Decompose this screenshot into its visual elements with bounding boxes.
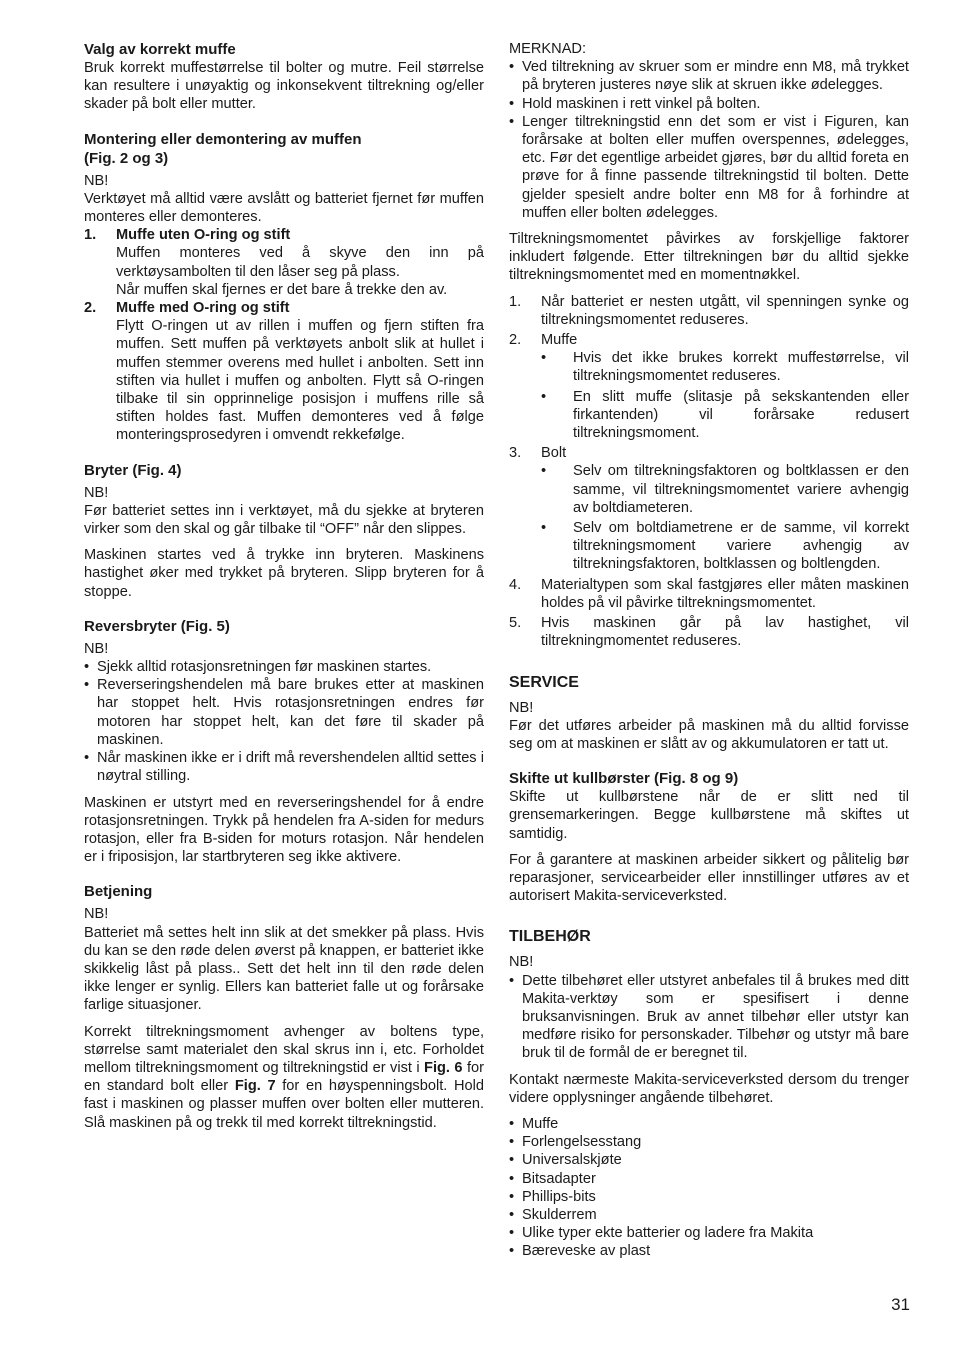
list-item: • Sjekk alltid rotasjonsretningen før maskinen startes. [84, 658, 484, 676]
list-item: • Selv om boltdiametrene er de samme, vil korrekt tiltrekningsmoment variere avhengig av tiltrekningsfaktoren, boltklassen og boltlengden. [541, 519, 909, 574]
paragraph: Verktøyet må alltid være avslått og batteriet fjernet før muffen monteres eller demonteres. [84, 190, 484, 226]
section-heading-service: SERVICE [509, 673, 579, 691]
list-item: • Ved tiltrekning av skruer som er mindre enn M8, må trykket på bryteren justeres nøye slik at skruen ikke ødelegges. [509, 58, 909, 94]
list-item: • Universalskjøte [509, 1151, 909, 1169]
left-column [84, 40, 484, 1140]
list-item: 1. Muffe uten O-ring og stift Muffen monteres ved å skyve den inn på verktøysambolten til den låser seg på plass. Når muffen skal fjernes er det bare å trekke den av. [84, 227, 484, 298]
section-heading-reverse-switch: Reversbryter (Fig. 5) [84, 617, 230, 635]
paragraph: For å garantere at maskinen arbeider sikkert og pålitelig bør reparasjoner, servicearbeider eller innstillinger utføres av et autorisert Makita-serviceverksted. [509, 851, 909, 905]
sub-bullet-list [541, 462, 909, 573]
section-heading-operation: Betjening [84, 883, 153, 901]
paragraph: Bruk korrekt muffestørrelse til bolter og mutre. Feil størrelse kan resultere i unøyaktig og inkonsekvent tiltrekning og/eller skader på bolt eller mutter. [84, 60, 484, 113]
list-item: 2. Muffe • Hvis det ikke brukes korrekt muffestørrelse, vil tiltrekningsmomentet reduseres. • En slitt muffe (slitasje på sekskantenden eller firkantenden) vil forårsake redusert tiltrekningsmoment. [509, 331, 909, 442]
paragraph: Batteriet må settes helt inn slik at det smekker på plass. Hvis du kan se den røde delen øverst på knappen, er batteriet ikke skikkelig låst på plass.. Sett det helt inn til den røde delen ikke lenger er synlig. Ellers kan batteriet falle ut og forårsake farlige situasjoner. [84, 924, 484, 1014]
list-item: • Reverseringshendelen må bare brukes etter at maskinen har stoppet helt. Hvis rotasjonsretningen endres før motoren har stoppet helt, kan det føre til skader på maskinen. [84, 676, 484, 749]
list-item: • Bitsadapter [509, 1170, 909, 1188]
paragraph: Maskinen er utstyrt med en reverseringshendel for å endre rotasjonsretningen. Trykk på hendelen fra A-siden for medurs rotasjon, eller fra B-siden for moturs rotasjon. Når hendelen er i friposisjon, lar startbryteren seg ikke aktivere. [84, 794, 484, 866]
list-item: 2. Muffe med O-ring og stift Flytt O-ringen ut av rillen i muffen og fjern stiften fra muffen. Sett muffen på verktøyets anbolt slik at hullet i muffen stemmer overens med hullet i anbolten. Sett inn stiften via hullet i muffen og anbolten. Flytt så O-ringen tilbake til sin opprinnelige posisjon i muffens rille så stiften holdes fast. Muffen demonteres ved å følge monteringsprosedyren i omvendt rekkefølge. [84, 300, 484, 444]
list-item: • Ulike typer ekte batterier og ladere fra Makita [509, 1224, 909, 1242]
paragraph: Før batteriet settes inn i verktøyet, må du sjekke at bryteren virker som den skal og går tilbake til “OFF” når den slippes. [84, 502, 484, 538]
list-item: • Phillips-bits [509, 1188, 909, 1206]
list-item: 1. Når batteriet er nesten utgått, vil spenningen synke og tiltrekningsmomentet reduseres. [509, 293, 909, 328]
paragraph: Kontakt nærmeste Makita-serviceverksted dersom du trenger videre opplysninger angående tilbehøret. [509, 1071, 909, 1106]
section-heading-switch: Bryter (Fig. 4) [84, 461, 182, 479]
section-heading-socket-choice: Valg av korrekt muffe [84, 41, 236, 58]
bullet-list [509, 58, 909, 222]
list-item: 4. Materialtypen som skal fastgjøres eller måten maskinen holdes på vil påvirke tiltrekningsmomentet. [509, 576, 909, 611]
numbered-list [84, 226, 484, 444]
numbered-list [509, 293, 909, 651]
paragraph: Tiltrekningsmomentet påvirkes av forskjellige faktorer inkludert følgende. Etter tiltrekningen bør du alltid sjekke tiltrekningsmomentet med en momentnøkkel. [509, 231, 909, 284]
bullet-list [84, 658, 484, 785]
section-heading-accessories: TILBEHØR [509, 928, 591, 946]
sub-bullet-list [541, 349, 909, 442]
list-item: • Selv om tiltrekningsfaktoren og boltklassen er den samme, vil tiltrekningsmomentet variere avhengig av boltdiameteren. [541, 462, 909, 517]
list-item: • Forlengelsesstang [509, 1133, 909, 1151]
bullet-list [509, 972, 909, 1063]
list-item: 3. Bolt • Selv om tiltrekningsfaktoren og boltklassen er den samme, vil tiltrekningsmomentet variere avhengig av boltdiameteren. • Selv om boltdiametrene er de samme, vil korrekt tiltrekningsmoment variere avhengig av tiltrekningsfaktoren, boltklassen og boltlengden. [509, 444, 909, 573]
paragraph: Korrekt tiltrekningsmoment avhenger av boltens type, størrelse samt materialet den skal skrus inn i, etc. Forholdet mellom tiltrekningsmoment og tiltrekningstid er vist i Fig. 6 for en standard bolt eller Fig. 7 for en høyspenningsbolt. Hold fast i maskinen og plasser muffen over bolten eller mutteren. Slå maskinen på og trekk til med korrekt tiltrekningstid. [84, 1023, 485, 1131]
list-item: 5. Hvis maskinen går på lav hastighet, vil tiltrekningmomentet reduseres. [509, 615, 909, 650]
list-item: • Hold maskinen i rett vinkel på bolten. [509, 95, 909, 113]
page-number: 31 [891, 1295, 910, 1314]
fig-reference: Fig. 7 [234, 1078, 276, 1095]
paragraph: Maskinen startes ved å trykke inn bryteren. Maskinens hastighet øker med trykket på bryteren. Slipp bryteren for å stoppe. [84, 547, 484, 600]
list-item: • Lenger tiltrekningstid enn det som er vist i Figuren, kan forårsake at bolten eller muffen overspennes, ødelegges, etc. Før det egentlige arbeidet gjøres, bør du alltid foreta en prøve for å finne passende tiltrekningstid til bolten. Dette gjelder spesielt andre bolter enn M8 for å forhindre at muffen eller bolten ødelegges. [509, 113, 909, 222]
nb-label: NB! [84, 484, 109, 501]
paragraph: Før det utføres arbeider på maskinen må du alltid forvisse seg om at maskinen er slått av og akkumulatoren er tatt ut. [509, 717, 909, 752]
list-item: • En slitt muffe (slitasje på sekskantenden eller firkantenden) vil forårsake redusert tiltrekningsmoment. [541, 388, 909, 443]
section-heading-carbon-brushes: Skifte ut kullbørster (Fig. 8 og 9) [509, 770, 739, 788]
list-item: • Bæreveske av plast [509, 1242, 909, 1260]
fig-reference: Fig. 6 [424, 1059, 463, 1076]
nb-label: NB! [84, 906, 109, 923]
note-label: MERKNAD: [509, 41, 587, 57]
list-item: • Dette tilbehøret eller utstyret anbefales til å brukes med ditt Makita-verktøy som er spesifisert i denne bruksanvisningen. Bruk av annet tilbehør eller utstyr kan medføre risiko for personskader. Tilbehør og utstyr må bare bruk til de formål de er beregnet til. [509, 972, 909, 1063]
nb-label: NB! [84, 172, 109, 189]
nb-label: NB! [84, 640, 109, 657]
list-item: • Hvis det ikke brukes korrekt muffestørrelse, vil tiltrekningsmomentet reduseres. [541, 349, 909, 385]
list-item: • Muffe [509, 1115, 909, 1133]
nb-label: NB! [509, 954, 534, 971]
list-item: • Når maskinen ikke er i drift må revershendelen alltid settes i nøytral stilling. [84, 749, 484, 785]
list-item: • Skulderrem [509, 1206, 909, 1224]
right-column [509, 40, 909, 1269]
accessory-list [509, 1115, 909, 1261]
section-heading-socket-mounting: Montering eller demontering av muffen (Fig. 2 og 3) [84, 130, 362, 167]
paragraph: Skifte ut kullbørstene når de er slitt ned til grensemarkeringen. Begge kullbørstene må skiftes ut samtidig. [509, 789, 909, 842]
nb-label: NB! [509, 699, 534, 716]
